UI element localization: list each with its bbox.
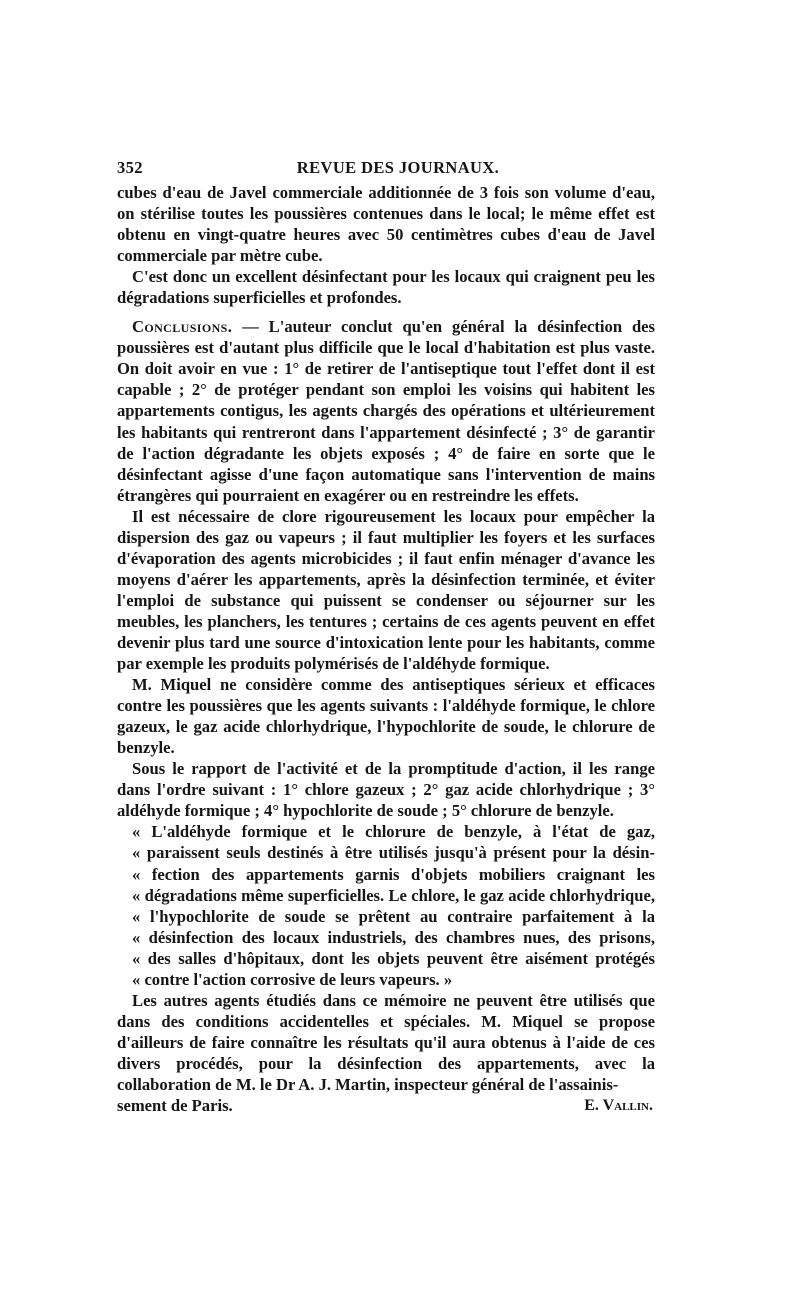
conclusions-text: — L'auteur conclut qu'en général la désinfection des poussières est d'autant plus difficile que le local d'habitation est plus vaste. On doit avoir en vue : 1° de retirer de l'antiseptique tout l'effet dont il est capable ; 2° de protéger pendant son emploi les voisins qui habitent les appartements contigus, les agents chargés des opérations et ultérieurement les habitants qui rentreront dans l'appartement désinfecté ; 3° de garantir de l'action dégradante les objets exposés ; 4° de faire en sorte que le désinfectant agisse d'une façon automatique sans l'intervention de mains étrangères qui pourraient en exagérer ou en restreindre les effets. bbox=[117, 317, 655, 505]
paragraph-conclusions bbox=[117, 316, 655, 505]
paragraph-javel: cubes d'eau de Javel commerciale additionnée de 3 fois son volume d'eau, on stérilise toutes les poussières contenues dans le local; le même effet est obtenu en vingt-quatre heures avec 50 centimètres cubes d'eau de Javel commerciale par mètre cube. bbox=[117, 183, 655, 266]
quote-line: « des salles d'hôpitaux, dont les objets peuvent être aisément protégés bbox=[132, 948, 655, 968]
page bbox=[117, 158, 655, 1116]
quote-line: « contre l'action corrosive de leurs vapeurs. » bbox=[132, 969, 453, 989]
running-head bbox=[117, 158, 655, 182]
quote-line: « dégradations même superficielles. Le chlore, le gaz acide chlorhydrique, bbox=[132, 885, 655, 905]
paragraph-excellent-disinfectant: C'est donc un excellent désinfectant pour les locaux qui craignent peu les dégradations superficielles et profondes. bbox=[117, 267, 655, 308]
quote-line: « L'aldéhyde formique et le chlorure de benzyle, à l'état de gaz, bbox=[132, 822, 655, 842]
closing-line bbox=[117, 1095, 655, 1116]
paragraph-autres-agents: Les autres agents étudiés dans ce mémoire ne peuvent être utilisés que dans des conditions accidentelles et spéciales. M. Miquel se propose d'ailleurs de faire connaître les résultats qu'il aura obtenus à l'aide de ces divers procédés, pour la désinfection des appartements, avec la collaboration de M. le Dr A. J. Martin, inspecteur général de l'assainis- bbox=[117, 990, 655, 1094]
paragraph-clore-locaux: Il est nécessaire de clore rigoureusement les locaux pour empêcher la dispersion des gaz ou vapeurs ; il faut multiplier les foyers et les surfaces d'évaporation des agents microbicides ; il faut enfin ménager d'avance les moyens d'aérer les appartements, après la désinfection terminée, et éviter l'emploi de substance qui puissent se condenser ou séjourner sur les meubles, les planchers, les tentures ; certains de ces agents peuvent en effet devenir plus tard une source d'intoxication lente pour les habitants, comme par exemple les produits polymérisés de l'aldéhyde formique. bbox=[117, 506, 655, 674]
paragraph-ordre-activite: Sous le rapport de l'activité et de la promptitude d'action, il les range dans l'ordre suivant : 1° chlore gazeux ; 2° gaz acide chlorhydrique ; 3° aldéhyde formique ; 4° hypochlorite de soude ; 5° chlorure de benzyle. bbox=[117, 759, 655, 821]
conclusions-heading: Conclusions. bbox=[132, 317, 233, 337]
quote-line: « désinfection des locaux industriels, des chambres nues, des prisons, bbox=[132, 927, 655, 947]
quote-line: « paraissent seuls destinés à être utilisés jusqu'à présent pour la désin- bbox=[132, 843, 655, 863]
quote-line: « fection des appartements garnis d'objets mobiliers craignant les bbox=[132, 864, 655, 884]
quote-line: « l'hypochlorite de soude se prêtent au contraire parfaitement à la bbox=[132, 906, 655, 926]
author-signature: E. Vallin. bbox=[584, 1097, 653, 1115]
quotation-block bbox=[117, 821, 655, 989]
closing-text: sement de Paris. bbox=[117, 1096, 233, 1116]
article-body bbox=[117, 182, 655, 1116]
page-number: 352 bbox=[117, 158, 143, 177]
journal-title: REVUE DES JOURNAUX. bbox=[296, 158, 500, 177]
paragraph-miquel-antiseptiques: M. Miquel ne considère comme des antiseptiques sérieux et efficaces contre les poussières que les agents suivants : l'aldéhyde formique, le chlore gazeux, le gaz acide chlorhydrique, l'hypochlorite de soude, le chlorure de benzyle. bbox=[117, 675, 655, 758]
